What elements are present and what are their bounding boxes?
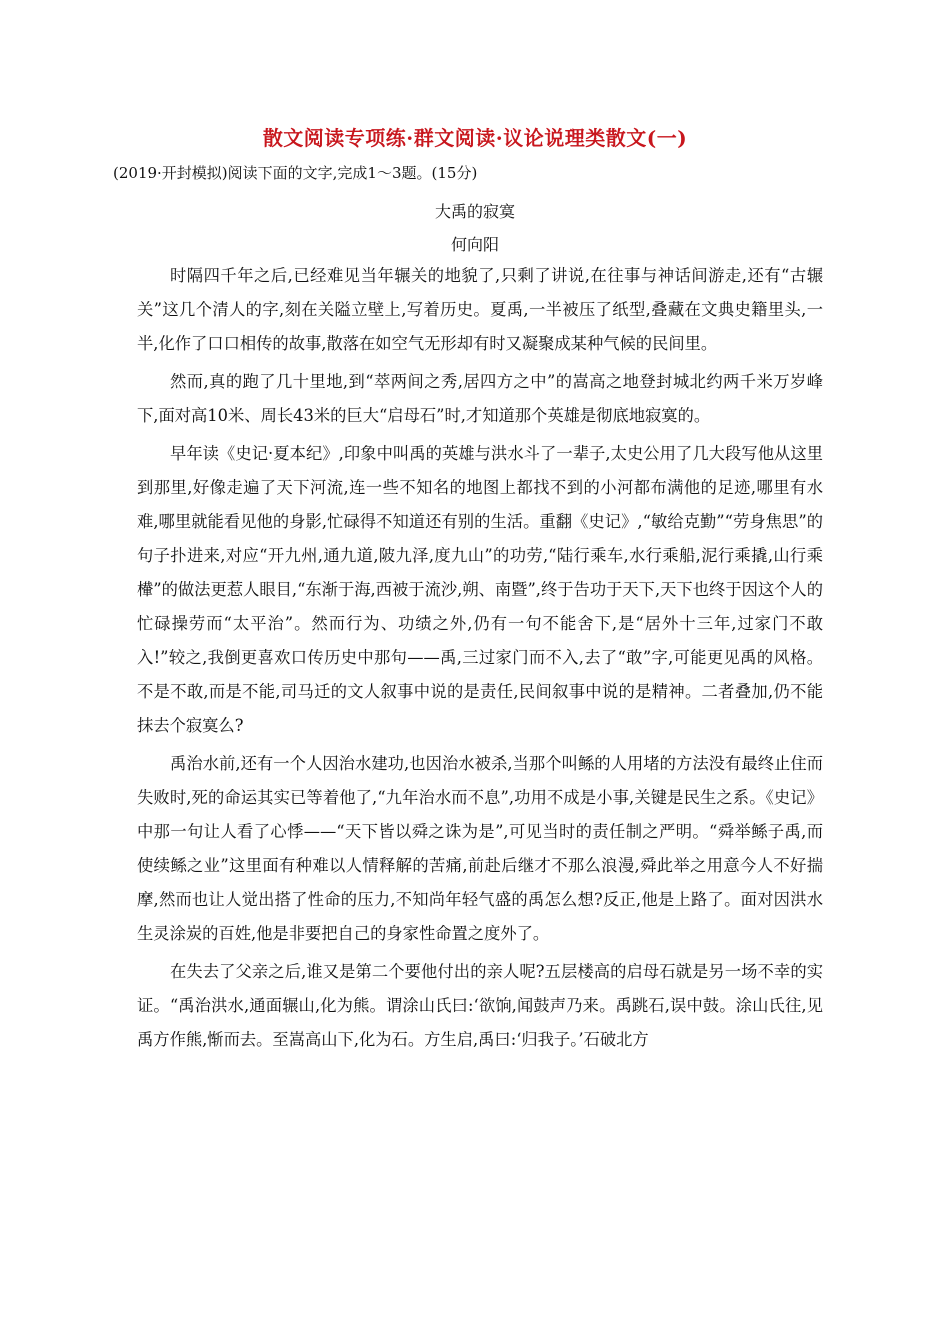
question-intro: (2019·开封模拟)阅读下面的文字,完成1～3题。(15分) xyxy=(113,164,478,182)
article-body xyxy=(137,259,823,1061)
paragraph: 时隔四千年之后,已经难见当年辗关的地貌了,只剩了讲说,在往事与神话间游走,还有“古辗关”这几个清人的字,刻在关隘立壁上,写着历史。夏禹,一半被压了纸型,叠藏在文典史籍里头,一半,化作了口口相传的故事,散落在如空气无形却有时又凝聚成某种气候的民间里。 xyxy=(137,266,823,353)
article-title: 大禹的寂寞 xyxy=(434,202,515,221)
paragraph: 然而,真的跑了几十里地,到“萃两间之秀,居四方之中”的嵩高之地登封城北约两千米万岁峰下,面对高10米、周长43米的巨大“启母石”时,才知道那个英雄是彻底地寂寞的。 xyxy=(137,372,823,425)
page-title: 散文阅读专项练·群文阅读·议论说理类散文(一) xyxy=(262,126,688,150)
paragraph: 禹治水前,还有一个人因治水建功,也因治水被杀,当那个叫鲧的人用堵的方法没有最终止住而失败时,死的命运其实已等着他了,“九年治水而不息”,功用不成是小事,关键是民生之系。《史记》中那一句让人看了心悸——“天下皆以舜之诛为是”,可见当时的责任制之严明。“舜举鲧子禹,而使续鲧之业”这里面有种难以人情释解的苦痛,前赴后继才不那么浪漫,舜此举之用意今人不好揣摩,然而也让人觉出搭了性命的压力,不知尚年轻气盛的禹怎么想?反正,他是上路了。面对因洪水生灵涂炭的百姓,他是非要把自己的身家性命置之度外了。 xyxy=(137,754,823,943)
article-author: 何向阳 xyxy=(450,235,499,254)
paragraph: 早年读《史记·夏本纪》,印象中叫禹的英雄与洪水斗了一辈子,太史公用了几大段写他从这里到那里,好像走遍了天下河流,连一些不知名的地图上都找不到的小河都布满他的足迹,哪里有水难,哪里就能看见他的身影,忙碌得不知道还有别的生活。重翻《史记》,“敏给克勤”“劳身焦思”的句子扑进来,对应“开九州,通九道,陂九泽,度九山”的功劳,“陆行乘车,水行乘船,泥行乘撬,山行乘檋”的做法更惹人眼目,“东渐于海,西被于流沙,朔、南暨”,终于告功于天下,天下也终于因这个人的忙碌操劳而“太平治”。然而行为、功绩之外,仍有一句不能舍下,是“居外十三年,过家门不敢入!”较之,我倒更喜欢口传历史中那句——禹,三过家门而不入,去了“敢”字,可能更见禹的风格。不是不敢,而是不能,司马迁的文人叙事中说的是责任,民间叙事中说的是精神。二者叠加,仍不能抹去个寂寞么? xyxy=(137,444,823,735)
paragraph: 在失去了父亲之后,谁又是第二个要他付出的亲人呢?五层楼高的启母石就是另一场不幸的实证。“禹治洪水,通面辗山,化为熊。谓涂山氏曰:‘欲饷,闻鼓声乃来。禹跳石,误中鼓。涂山氏往,见禹方作熊,惭而去。至嵩高山下,化为石。方生启,禹曰:‘归我子。’石破北方 xyxy=(137,962,823,1049)
